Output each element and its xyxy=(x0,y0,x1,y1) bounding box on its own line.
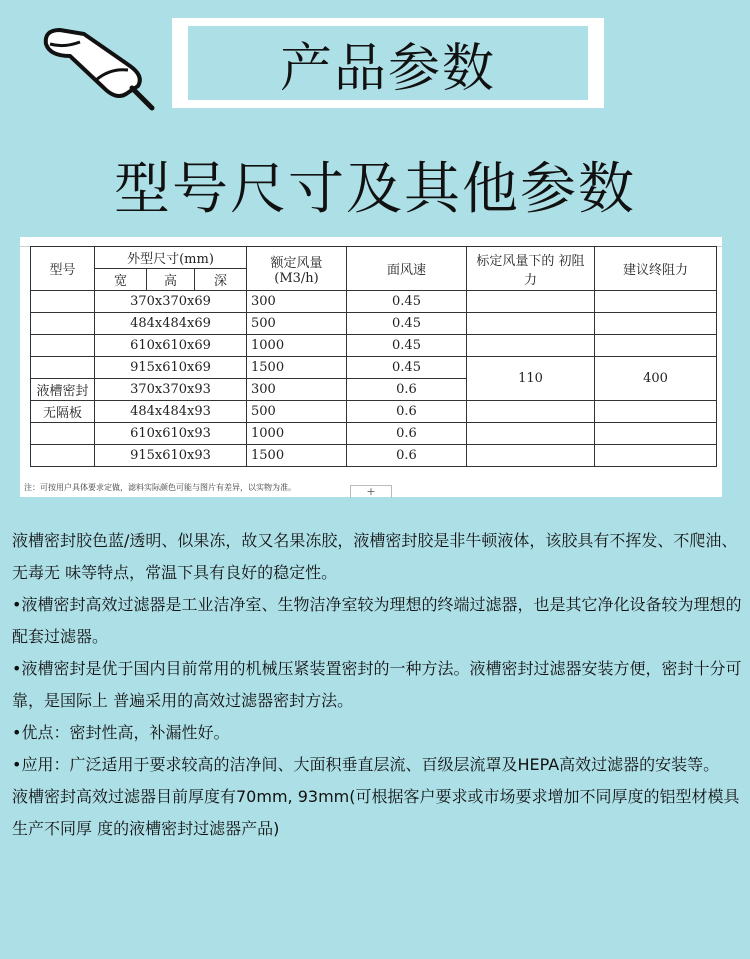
cell-model-line1: 液槽密封 xyxy=(31,379,95,401)
table-row xyxy=(31,401,717,423)
paragraph: •液槽密封高效过滤器是工业洁净室、生物洁净室较为理想的终端过滤器，也是其它净化设备较为理想的配套过滤器。 xyxy=(12,595,742,646)
cell-airflow: 1500 xyxy=(247,357,347,379)
header-model: 型号 xyxy=(31,247,95,291)
page-title: 产品参数 xyxy=(279,38,496,99)
cell-airflow: 500 xyxy=(247,313,347,335)
pushpin-icon xyxy=(40,22,158,112)
cell-size: 484x484x69 xyxy=(95,313,247,335)
cell-airflow: 1000 xyxy=(247,335,347,357)
paragraph: 液槽密封胶色蓝/透明、似果冻，故又名果冻胶，液槽密封胶是非牛顿液体，该胶具有不挥发、不爬油、无毒无 味等特点，常温下具有良好的稳定性。 xyxy=(12,531,738,582)
cell-velocity: 0.45 xyxy=(347,335,467,357)
paragraph: 液槽密封高效过滤器目前厚度有70mm, 93mm(可根据客户要求或市场要求增加不同厚度的铝型材模具生产不同厚 度的液槽密封过滤器产品) xyxy=(12,787,740,838)
cell-velocity: 0.6 xyxy=(347,401,467,423)
cell-airflow: 300 xyxy=(247,291,347,313)
section-heading: 型号尺寸及其他参数 xyxy=(114,157,636,222)
header-airflow: 额定风量 (M3/h) xyxy=(247,247,347,291)
cell-size: 610x610x69 xyxy=(95,335,247,357)
cell-airflow: 1000 xyxy=(247,423,347,445)
header-final-resistance: 建议终阻力 xyxy=(595,247,717,291)
cell-final-resistance: 400 xyxy=(595,357,717,401)
cell-size: 915x610x69 xyxy=(95,357,247,379)
cell-model-line2: 无隔板 xyxy=(31,401,95,423)
table-row xyxy=(31,313,717,335)
spec-table xyxy=(30,246,717,467)
cell-size: 484x484x93 xyxy=(95,401,247,423)
title-banner xyxy=(172,18,604,108)
description xyxy=(12,525,742,845)
cell-velocity: 0.45 xyxy=(347,357,467,379)
table-row xyxy=(31,445,717,467)
table-row xyxy=(31,291,717,313)
table-row xyxy=(31,335,717,357)
cell-size: 915x610x93 xyxy=(95,445,247,467)
header-depth: 深 xyxy=(195,269,247,291)
header-initial-resistance: 标定风量下的 初阻力 xyxy=(467,247,595,291)
cell-velocity: 0.6 xyxy=(347,445,467,467)
spec-sheet-screenshot xyxy=(20,237,722,497)
cell-velocity: 0.6 xyxy=(347,423,467,445)
table-row xyxy=(31,357,717,379)
cell-size: 610x610x93 xyxy=(95,423,247,445)
cell-velocity: 0.45 xyxy=(347,313,467,335)
table-note: 注：可按用户具体要求定做，滤料实际颜色可能与图片有差异，以实物为准。 xyxy=(24,483,296,492)
cell-size: 370x370x93 xyxy=(95,379,247,401)
cell-velocity: 0.45 xyxy=(347,291,467,313)
paragraph: •液槽密封是优于国内目前常用的机械压紧装置密封的一种方法。液槽密封过滤器安装方便，密封十分可靠，是国际上 普遍采用的高效过滤器密封方法。 xyxy=(12,659,742,710)
header-height: 高 xyxy=(147,269,195,291)
table-row xyxy=(31,423,717,445)
paragraph: •优点：密封性高，补漏性好。 xyxy=(12,723,230,742)
header-width: 宽 xyxy=(95,269,147,291)
cell-airflow: 500 xyxy=(247,401,347,423)
paragraph: •应用：广泛适用于要求较高的洁净间、大面积垂直层流、百级层流罩及HEPA高效过滤器的安装等。 xyxy=(12,755,720,774)
header-size: 外型尺寸(mm) xyxy=(95,247,247,269)
cell-size: 370x370x69 xyxy=(95,291,247,313)
cell-initial-resistance: 110 xyxy=(467,357,595,401)
header-velocity: 面风速 xyxy=(347,247,467,291)
cell-velocity: 0.6 xyxy=(347,379,467,401)
cell-airflow: 300 xyxy=(247,379,347,401)
add-sheet-button[interactable]: + xyxy=(350,485,392,498)
cell-airflow: 1500 xyxy=(247,445,347,467)
